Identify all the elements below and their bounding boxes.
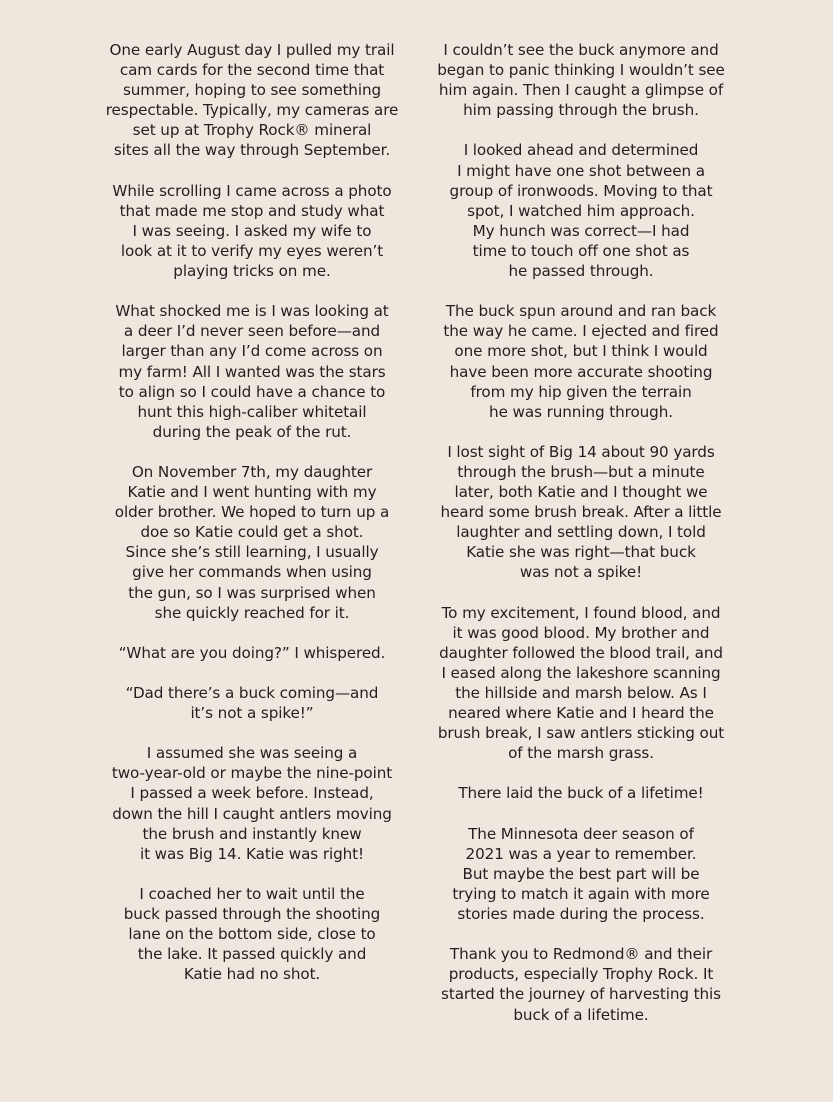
article-paragraph xyxy=(102,462,402,623)
text-line: heard some brush break. After a little xyxy=(440,503,722,522)
text-line: 2021 was a year to remember. xyxy=(465,844,697,863)
text-line: I coached her to wait until the xyxy=(139,884,365,903)
text-line: was not a spike! xyxy=(519,563,643,582)
text-line: older brother. We hoped to turn up a xyxy=(114,503,390,522)
text-line: I looked ahead and determined xyxy=(463,141,699,160)
text-line: “Dad there’s a buck coming—and xyxy=(125,684,379,702)
text-line: he passed through. xyxy=(508,262,654,281)
text-line: One early August day I pulled my trail xyxy=(109,41,395,59)
text-line: I eased along the lakeshore scanning xyxy=(441,663,721,682)
text-line: a deer I’d never seen before—and xyxy=(123,322,381,341)
text-line: I was seeing. I asked my wife to xyxy=(132,221,372,240)
text-line: I assumed she was seeing a xyxy=(146,744,358,763)
text-line: give her commands when using xyxy=(132,563,372,582)
text-line: I passed a week before. Instead, xyxy=(130,784,374,803)
article-paragraph xyxy=(102,743,402,864)
text-line: products, especially Trophy Rock. It xyxy=(448,965,714,984)
text-line: through the brush—but a minute xyxy=(457,462,705,481)
text-line: group of ironwoods. Moving to that xyxy=(449,181,713,200)
text-line: cam cards for the second time that xyxy=(119,61,385,80)
text-line: There laid the buck of a lifetime! xyxy=(458,784,704,803)
text-line: it was good blood. My brother and xyxy=(452,623,710,642)
text-line: the hillside and marsh below. As I xyxy=(455,684,707,702)
text-line: during the peak of the rut. xyxy=(152,422,352,441)
text-line: hunt this high-caliber whitetail xyxy=(137,402,367,421)
text-line: she quickly reached for it. xyxy=(154,603,350,622)
text-line: sites all the way through September. xyxy=(113,141,391,160)
text-line: I couldn’t see the buck anymore and xyxy=(443,41,719,59)
article-paragraph xyxy=(102,884,402,984)
text-line: Katie and I went hunting with my xyxy=(127,483,377,502)
article-paragraph xyxy=(102,683,402,723)
text-line: daughter followed the blood trail, and xyxy=(439,643,723,662)
text-line: look at it to verify my eyes weren’t xyxy=(120,241,384,260)
text-line: him again. Then I caught a glimpse of xyxy=(438,81,724,100)
text-line: trying to match it again with more xyxy=(452,884,710,903)
text-line: But maybe the best part will be xyxy=(462,864,700,883)
text-line: two-year-old or maybe the nine-point xyxy=(111,764,393,783)
text-line: later, both Katie and I thought we xyxy=(454,483,708,502)
article-paragraph xyxy=(431,824,731,924)
text-line: it’s not a spike!” xyxy=(190,704,314,723)
text-line: brush break, I saw antlers sticking out xyxy=(437,724,725,743)
text-line: Katie had no shot. xyxy=(183,965,321,984)
text-line: the lake. It passed quickly and xyxy=(137,945,367,964)
text-line: set up at Trophy Rock® mineral xyxy=(132,121,372,140)
text-line: began to panic thinking I wouldn’t see xyxy=(437,61,725,80)
text-line: it was Big 14. Katie was right! xyxy=(139,844,365,863)
text-line: playing tricks on me. xyxy=(173,262,331,281)
text-line: stories made during the process. xyxy=(457,905,705,924)
article-paragraph xyxy=(431,442,731,583)
text-line: larger than any I’d come across on xyxy=(121,342,383,361)
text-line: The buck spun around and ran back xyxy=(445,302,717,321)
right-column xyxy=(431,40,731,1045)
text-line: started the journey of harvesting this xyxy=(441,985,721,1004)
text-line: from my hip given the terrain xyxy=(470,382,692,401)
text-line: My hunch was correct—I had xyxy=(472,221,690,240)
text-line: to align so I could have a chance to xyxy=(118,382,386,401)
text-line: him passing through the brush. xyxy=(463,101,699,120)
text-line: doe so Katie could get a shot. xyxy=(140,523,364,542)
text-line: time to touch off one shot as xyxy=(472,241,690,260)
text-line: While scrolling I came across a photo xyxy=(112,181,392,200)
article-paragraph xyxy=(102,181,402,281)
text-line: On November 7th, my daughter xyxy=(131,462,373,481)
text-line: my farm! All I wanted was the stars xyxy=(118,362,386,381)
text-line: buck of a lifetime. xyxy=(513,1005,649,1024)
text-line: he was running through. xyxy=(489,402,673,421)
text-line: summer, hoping to see something xyxy=(122,81,382,100)
article-paragraph xyxy=(431,603,731,764)
text-line: the gun, so I was surprised when xyxy=(128,583,376,602)
text-line: of the marsh grass. xyxy=(508,744,654,763)
text-line: I lost sight of Big 14 about 90 yards xyxy=(447,442,715,461)
text-line: Since she’s still learning, I usually xyxy=(125,543,379,562)
text-line: Thank you to Redmond® and their xyxy=(449,945,713,964)
text-line: spot, I watched him approach. xyxy=(467,201,695,220)
text-line: down the hill I caught antlers moving xyxy=(112,804,392,823)
article-paragraph xyxy=(102,301,402,442)
article-paragraph xyxy=(431,301,731,422)
text-line: The Minnesota deer season of xyxy=(468,824,694,843)
article-paragraph xyxy=(431,944,731,1024)
text-line: To my excitement, I found blood, and xyxy=(441,603,721,622)
article-paragraph xyxy=(431,40,731,120)
text-line: neared where Katie and I heard the xyxy=(448,704,714,723)
text-line: that made me stop and study what xyxy=(119,201,385,220)
text-line: lane on the bottom side, close to xyxy=(128,925,376,944)
text-line: respectable. Typically, my cameras are xyxy=(105,101,399,120)
text-line: I might have one shot between a xyxy=(457,161,705,180)
text-line: one more shot, but I think I would xyxy=(454,342,708,361)
text-line: Katie she was right—that buck xyxy=(466,543,696,562)
text-line: What shocked me is I was looking at xyxy=(115,302,389,321)
text-line: the brush and instantly knew xyxy=(142,824,362,843)
article-paragraph xyxy=(102,40,402,161)
text-line: laughter and settling down, I told xyxy=(456,523,706,542)
text-line: the way he came. I ejected and fired xyxy=(443,322,719,341)
left-column xyxy=(102,40,402,1005)
text-line: “What are you doing?” I whispered. xyxy=(118,643,386,662)
text-line: have been more accurate shooting xyxy=(449,362,713,381)
article-paragraph xyxy=(102,643,402,663)
article-paragraph xyxy=(431,783,731,803)
article-paragraph xyxy=(431,140,731,281)
text-line: buck passed through the shooting xyxy=(123,905,381,924)
